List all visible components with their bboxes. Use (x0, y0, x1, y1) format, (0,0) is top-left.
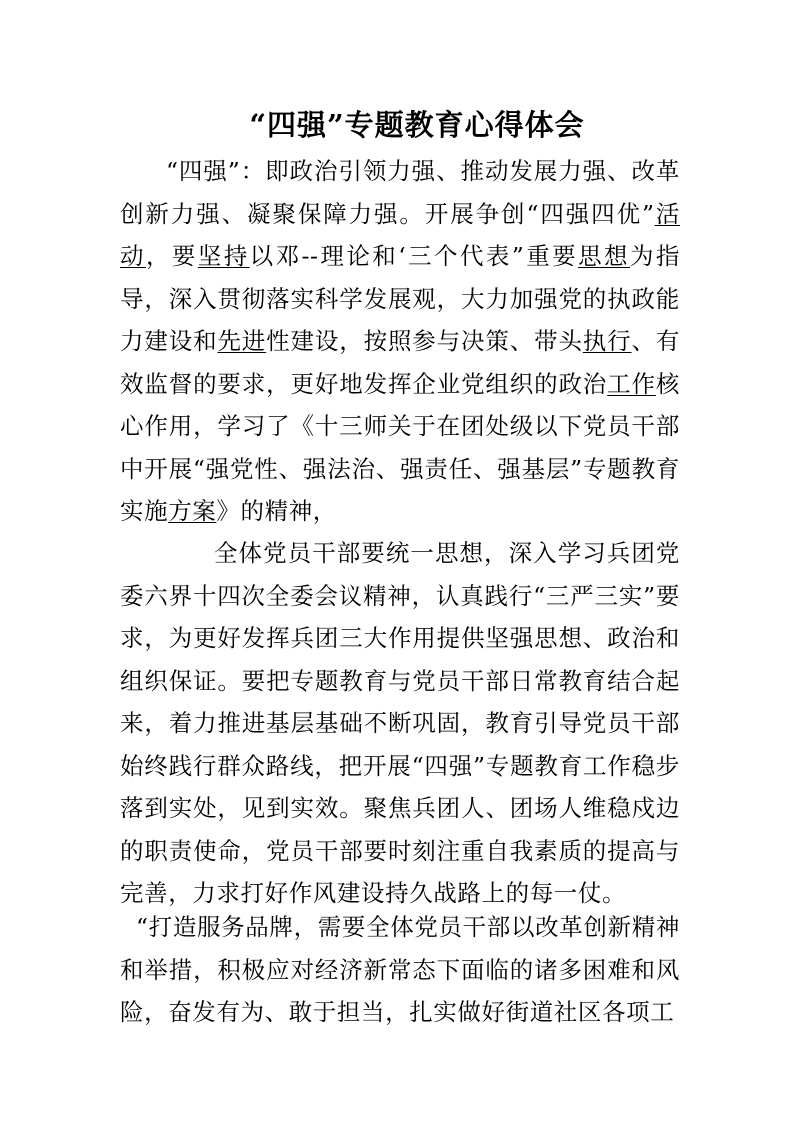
underlined-keyword: 方案 (168, 497, 217, 525)
text-segment: 性建设，按照参与决策、带头 (266, 327, 583, 355)
underlined-keyword: 坚持 (197, 242, 250, 270)
underlined-keyword: 执行 (582, 327, 632, 355)
text-segment: 全体党员干部要统一思想，深入学习兵团党委六界十四次全委会议精神，认真践行“三严三实”要求，为更好发挥兵团三大作用提供坚强思想、政治和组织保证。要把专题教育与党员干部日常教育结合起来，着力推进基层基础不断巩固，教育引导党员干部始终践行群众路线，把开展“四强”专题教育工作稳步落到实处，见到实效。聚焦兵团人、团场人维稳戍边的职责使命，党员干部要时刻注重自我素质的提高与完善，力求打好作风建设持久战路上的每一仗。 (120, 539, 680, 907)
paragraph-1 (120, 150, 680, 533)
text-segment: 为指导，深入贯彻落实科学发展观，大力加强党的执政能力建设和 (120, 242, 680, 355)
underlined-keyword: 工作 (607, 369, 656, 398)
underlined-keyword: 先进 (217, 327, 267, 355)
text-segment: 以邓--理论和‘三个代表”重要 (249, 242, 579, 270)
text-segment: 核心作用，学习了《十三师关于在团处级以下党员干部中开展“强党性、强法治、强责任、强基层”专题教育实施 (120, 369, 680, 525)
text-segment: 、有效监督的要求，更好地发挥企业党组织的政治 (120, 327, 680, 398)
underlined-keyword: 思想 (578, 242, 630, 270)
text-segment: ，要 (145, 242, 198, 270)
underlined-keyword: 活动 (120, 199, 680, 270)
document-title: “四强”专题教育心得体会 (249, 108, 585, 143)
paragraph-2 (120, 532, 680, 915)
text-segment: “四强”：即政治引领力强、推动发展力强、改革创新力强、凝聚保障力强。开展争创“四强四优” (120, 157, 680, 228)
paragraph-3 (120, 906, 680, 1034)
text-segment: “打造服务品牌，需要全体党员干部以改革创新精神和举措，积极应对经济新常态下面临的诸多困难和风险，奋发有为、敢于担当，扎实做好街道社区各项工 (120, 913, 680, 1026)
text-segment: 》的精神， (216, 497, 337, 525)
